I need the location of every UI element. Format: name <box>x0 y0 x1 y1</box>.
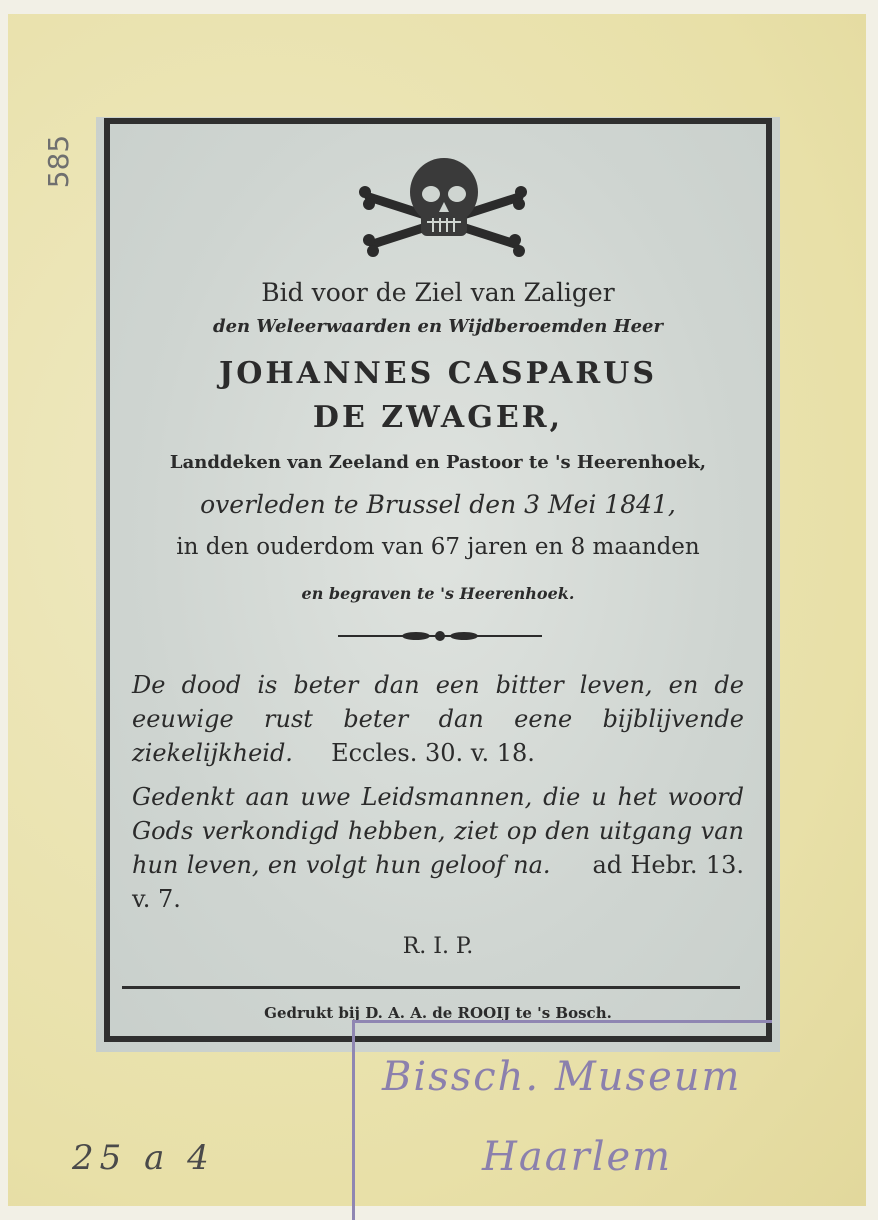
quote-hebrews <box>132 780 744 916</box>
quote-ecclesiasticus <box>132 668 744 770</box>
honorific-line: den Weleerwaarden en Wijdberoemden Heer <box>213 316 663 337</box>
deceased-surname: DE ZWAGER, <box>312 400 564 435</box>
pencil-number: 585 <box>42 134 76 189</box>
prayer-line: Bid voor de Ziel van Zaliger <box>261 278 615 307</box>
skull-and-crossbones-icon <box>355 152 533 266</box>
title-line: Landdeken van Zeeland en Pastoor te 's Heerenhoek, <box>169 452 707 473</box>
printer-imprint: Gedrukt bij D. A. A. de ROOIJ te 's Bosch. <box>264 1004 612 1022</box>
stamp-line-2: Haarlem <box>482 1134 673 1180</box>
printer-divider <box>122 986 740 989</box>
rip-line: R. I. P. <box>402 934 474 959</box>
quote-text: De dood is beter dan een bitter leven, en de eeuwige rust beter dan eene bijblijvende ziekelijkheid. <box>132 671 744 767</box>
quote-reference: ad Hebr. 13. v. 7. <box>132 851 744 913</box>
death-line: overleden te Brussel den 3 Mei 1841, <box>200 490 676 519</box>
quote-text: Gedenkt aan uwe Leidsmannen, die u het woord Gods verkondigd hebben, ziet op den uitgang van hun leven, en volgt hun geloof na. <box>132 783 744 879</box>
museum-stamp <box>352 1020 772 1220</box>
ornament-divider <box>338 628 542 644</box>
pencil-inventory-mark: 25 a 4 <box>72 1138 215 1178</box>
burial-line: en begraven te 's Heerenhoek. <box>301 584 575 603</box>
deceased-name: JOHANNES CASPARUS <box>219 356 657 391</box>
age-line: in den ouderdom van 67 jaren en 8 maanden <box>176 534 700 560</box>
stamp-line-1: Bissch. Museum <box>382 1054 742 1100</box>
quote-reference: Eccles. 30. v. 18. <box>331 739 535 767</box>
